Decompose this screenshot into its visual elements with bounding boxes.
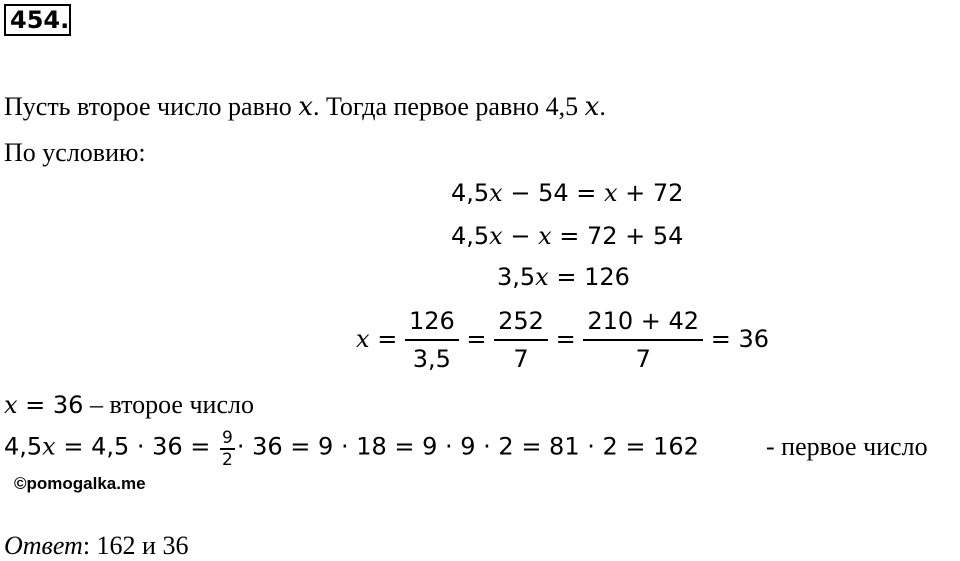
- intro-part2: . Тогда первое равно 4,5: [312, 92, 585, 121]
- intro-text: [4, 92, 606, 122]
- eq3-v1: x: [535, 263, 549, 291]
- fraction-1-numerator: 126: [408, 307, 455, 335]
- fraction-3-numerator: 210 + 42: [587, 307, 700, 335]
- eq3-b: = 126: [548, 263, 630, 291]
- equation-2: [451, 221, 683, 251]
- eq1-c: + 72: [617, 179, 684, 207]
- second-number-value: = 36: [17, 391, 84, 419]
- eq2-v2: x: [538, 222, 552, 250]
- watermark-text: ©pomogalka.me: [14, 474, 146, 493]
- problem-number: 454.: [4, 4, 71, 36]
- intro-var2: x: [584, 92, 600, 122]
- eq1-b: − 54 =: [502, 179, 604, 207]
- small-fraction-denominator: 2: [222, 449, 233, 470]
- eq2-c: = 72 + 54: [551, 222, 684, 250]
- equation-3: [497, 262, 630, 292]
- fraction-252-over-7: [494, 303, 548, 377]
- fraction-126-over-3-5: [405, 303, 459, 377]
- eq4-eq-1: =: [377, 325, 398, 353]
- eq2-b: −: [502, 222, 539, 250]
- first-number-b: = 4,5 · 36 =: [55, 432, 219, 461]
- equation-1: [451, 178, 683, 208]
- answer-line: [4, 531, 188, 561]
- intro-part3: .: [599, 92, 606, 121]
- first-number-line: [4, 430, 699, 472]
- answer-value: : 162 и 36: [82, 531, 189, 560]
- eq4-eq-2: =: [466, 325, 487, 353]
- eq1-a: 4,5: [451, 179, 490, 207]
- intro-var: x: [298, 92, 313, 122]
- eq1-v1: x: [489, 179, 503, 207]
- first-number-label: - первое число: [766, 432, 928, 461]
- fraction-3-denominator: 7: [635, 345, 651, 373]
- intro-part1: Пусть второе число равно: [4, 92, 299, 121]
- small-fraction-numerator: 9: [222, 428, 233, 448]
- first-number-c: · 36 = 9 · 18 = 9 · 9 · 2 = 81 · 2 = 162: [236, 432, 699, 461]
- condition-label: По условию:: [4, 138, 146, 167]
- second-number-line: [4, 390, 254, 420]
- eq2-a: 4,5: [451, 222, 490, 250]
- eq4-result: = 36: [710, 325, 769, 353]
- fraction-210-42-over-7: [583, 303, 703, 377]
- fraction-9-over-2: [220, 428, 235, 470]
- second-number-label: – второе число: [83, 390, 254, 419]
- eq2-v1: x: [489, 222, 503, 250]
- eq1-v2: x: [604, 179, 618, 207]
- fraction-2-numerator: 252: [498, 307, 544, 335]
- first-number-a: 4,5: [4, 432, 43, 461]
- fraction-1-denominator: 3,5: [412, 345, 451, 373]
- eq4-eq-3: =: [555, 325, 576, 353]
- first-number-var: x: [42, 432, 56, 461]
- eq4-lhs-var: x: [356, 325, 370, 353]
- equation-4: [356, 303, 769, 377]
- answer-label: Ответ: [4, 531, 83, 560]
- fraction-2-denominator: 7: [513, 345, 529, 373]
- eq3-a: 3,5: [497, 263, 536, 291]
- second-number-var: x: [4, 391, 18, 419]
